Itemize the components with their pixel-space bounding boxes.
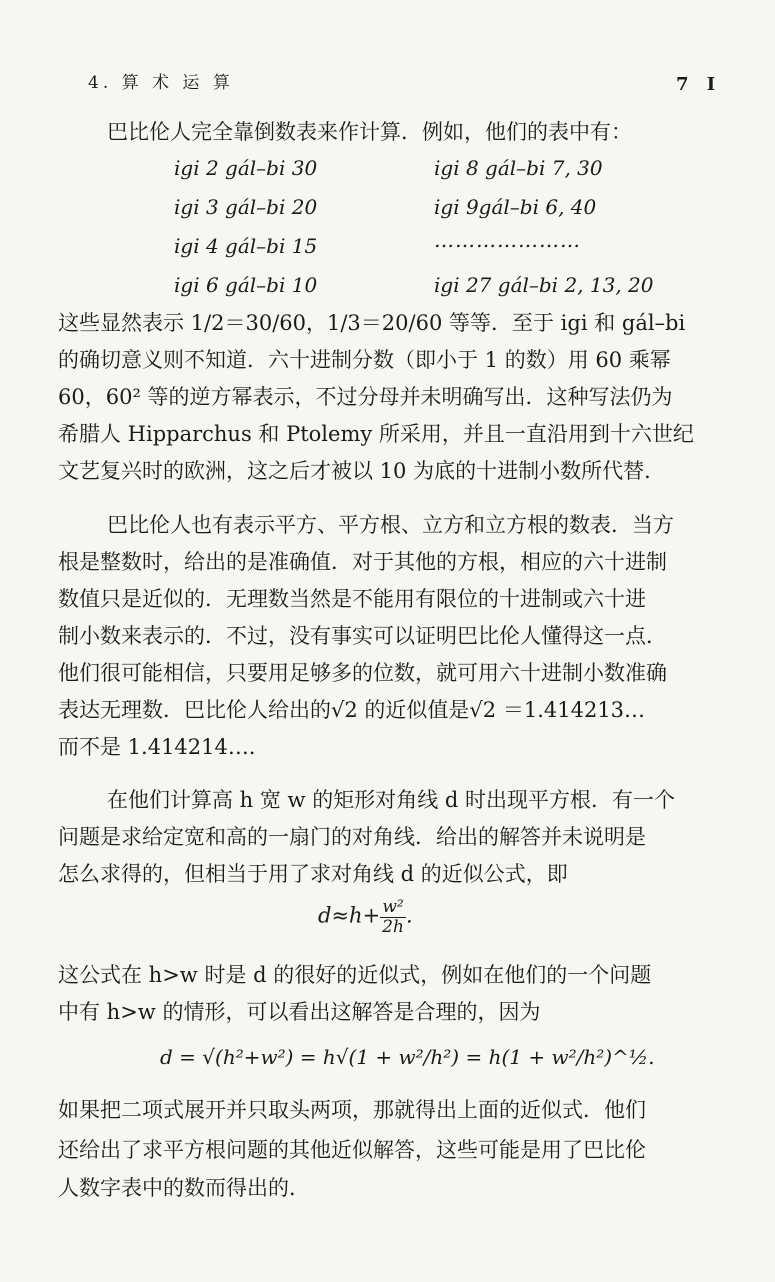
paragraph-line: 60，60² 等的逆方幂表示，不过分母并未明确写出．这种写法仍为 (58, 385, 673, 409)
paragraph-line: 希腊人 Hipparchus 和 Ptolemy 所采用，并且一直沿用到十六世纪 (58, 422, 694, 446)
chapter-header: 4. 算 术 运 算 (88, 73, 234, 93)
paragraph-line: 文艺复兴时的欧洲，这之后才被以 10 为底的十进制小数所代替． (58, 459, 666, 483)
paragraph-line: 表达无理数．巴比伦人给出的√2 的近似值是√2 ＝1.414213… (58, 698, 646, 722)
formula-end: . (405, 903, 413, 928)
paragraph-line: 根是整数时，给出的是准确值．对于其他的方根，相应的六十进制 (58, 550, 667, 574)
table-cell: igi 8 gál–bi 7, 30 (434, 156, 603, 180)
formula-numerator: w² (380, 898, 406, 918)
paragraph-line: 在他们计算高 h 宽 w 的矩形对角线 d 时出现平方根．有一个 (107, 788, 675, 812)
paragraph-line: 他们很可能相信，只要用足够多的位数，就可用六十进制小数准确 (58, 661, 667, 685)
page-number: 7 I (676, 74, 722, 95)
formula-diagonal: d = √(h²+w²) = h√(1 + w²/h²) = h(1 + w²/h²)^½. (160, 1045, 655, 1069)
paragraph-line: 巴比伦人完全靠倒数表来作计算．例如，他们的表中有： (107, 120, 632, 144)
paragraph-line: 而不是 1.414214…． (58, 735, 270, 759)
formula-lhs: d≈h+ (318, 903, 381, 928)
formula-denominator: 2h (382, 916, 404, 937)
paragraph-line: 如果把二项式展开并只取头两项，那就得出上面的近似式．他们 (58, 1098, 646, 1122)
paragraph-line: 怎么求得的，但相当于用了求对角线 d 的近似公式，即 (58, 862, 568, 886)
table-cell: igi 3 gál–bi 20 (174, 195, 318, 219)
paragraph-line: 问题是求给定宽和高的一扇门的对角线．给出的解答并未说明是 (58, 825, 646, 849)
paragraph-line: 制小数来表示的．不过，没有事实可以证明巴比伦人懂得这一点． (58, 624, 667, 648)
formula-fraction (380, 898, 406, 936)
table-cell: igi 4 gál–bi 15 (174, 234, 318, 258)
formula-approximation (318, 898, 413, 936)
paragraph-line: 这公式在 h>w 时是 d 的很好的近似式，例如在他们的一个问题 (58, 963, 652, 987)
paragraph-line: 这些显然表示 1/2＝30/60，1/3＝20/60 等等．至于 igi 和 gál–bi (58, 311, 686, 335)
paragraph-line: 数值只是近似的．无理数当然是不能用有限位的十进制或六十进 (58, 587, 646, 611)
paragraph-line: 人数字表中的数而得出的． (58, 1176, 310, 1200)
table-cell: igi 6 gál–bi 10 (174, 273, 318, 297)
table-cell: igi 2 gál–bi 30 (174, 156, 318, 180)
table-cell: igi 9gál–bi 6, 40 (434, 195, 597, 219)
paragraph-line: 巴比伦人也有表示平方、平方根、立方和立方根的数表．当方 (107, 513, 674, 537)
table-cell: ………………… (434, 228, 581, 252)
paragraph-line: 还给出了求平方根问题的其他近似解答，这些可能是用了巴比伦 (58, 1138, 646, 1162)
paragraph-line: 中有 h>w 的情形，可以看出这解答是合理的，因为 (58, 1000, 541, 1024)
paragraph-line: 的确切意义则不知道．六十进制分数（即小于 1 的数）用 60 乘幂 (58, 348, 671, 372)
table-cell: igi 27 gál–bi 2, 13, 20 (434, 273, 654, 297)
